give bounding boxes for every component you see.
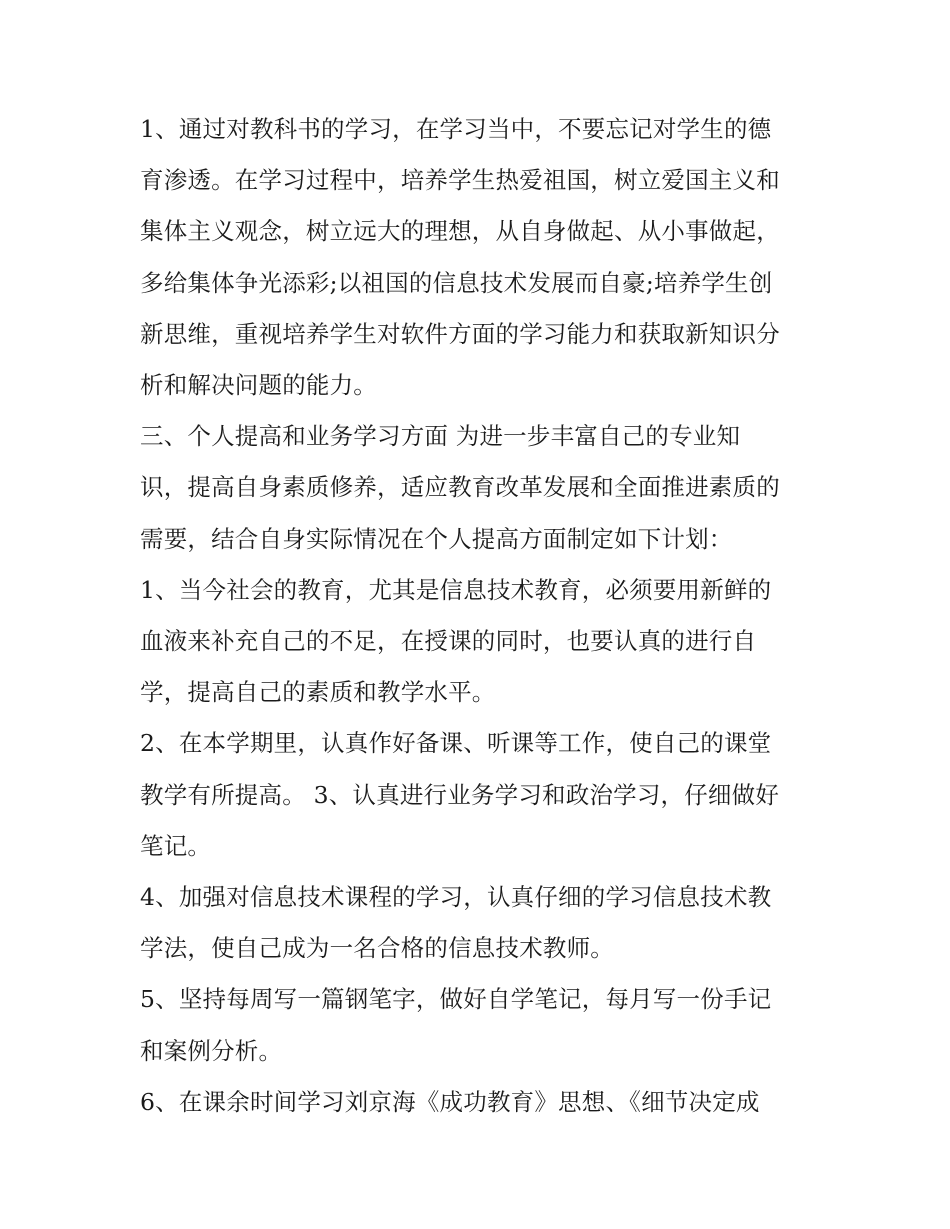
text-line: 识，提高自身素质修养，适应教育改革发展和全面推进素质的 [140, 473, 780, 502]
text-line: 需要，结合自身实际情况在个人提高方面制定如下计划： [140, 524, 733, 553]
text-line: 新思维，重视培养学生对软件方面的学习能力和获取新知识分 [140, 319, 780, 348]
text-line: 2、在本学期里，认真作好备课、听课等工作，使自己的课堂 [140, 729, 772, 758]
section-heading-line: 三、个人提高和业务学习方面 为进一步丰富自己的专业知 [140, 422, 741, 451]
text-line: 1、当今社会的教育，尤其是信息技术教育，必须要用新鲜的 [140, 575, 772, 604]
text-line: 多给集体争光添彩;以祖国的信息技术发展而自豪;培养学生创 [140, 268, 773, 297]
text-line: 5、坚持每周写一篇钢笔字，做好自学笔记，每月写一份手记 [140, 985, 772, 1014]
text-line: 学，提高自己的素质和教学水平。 [140, 678, 496, 707]
text-line: 教学有所提高。 3、认真进行业务学习和政治学习，仔细做好 [140, 780, 780, 809]
text-line: 育渗透。在学习过程中，培养学生热爱祖国，树立爱国主义和 [140, 166, 780, 195]
text-line: 6、在课余时间学习刘京海《成功教育》思想、《细节决定成 [140, 1087, 760, 1116]
document-body [140, 104, 820, 1128]
text-line: 1、通过对教科书的学习，在学习当中，不要忘记对学生的德 [140, 115, 772, 143]
text-line: 析和解决问题的能力。 [140, 371, 377, 400]
text-line: 4、加强对信息技术课程的学习，认真仔细的学习信息技术教 [140, 883, 772, 912]
text-line: 集体主义观念，树立远大的理想，从自身做起、从小事做起， [140, 217, 780, 246]
text-line: 学法，使自己成为一名合格的信息技术教师。 [140, 934, 614, 963]
text-line: 血液来补充自己的不足，在授课的同时，也要认真的进行自 [140, 627, 757, 656]
text-line: 笔记。 [140, 831, 212, 860]
text-line: 和案例分析。 [140, 1036, 283, 1065]
